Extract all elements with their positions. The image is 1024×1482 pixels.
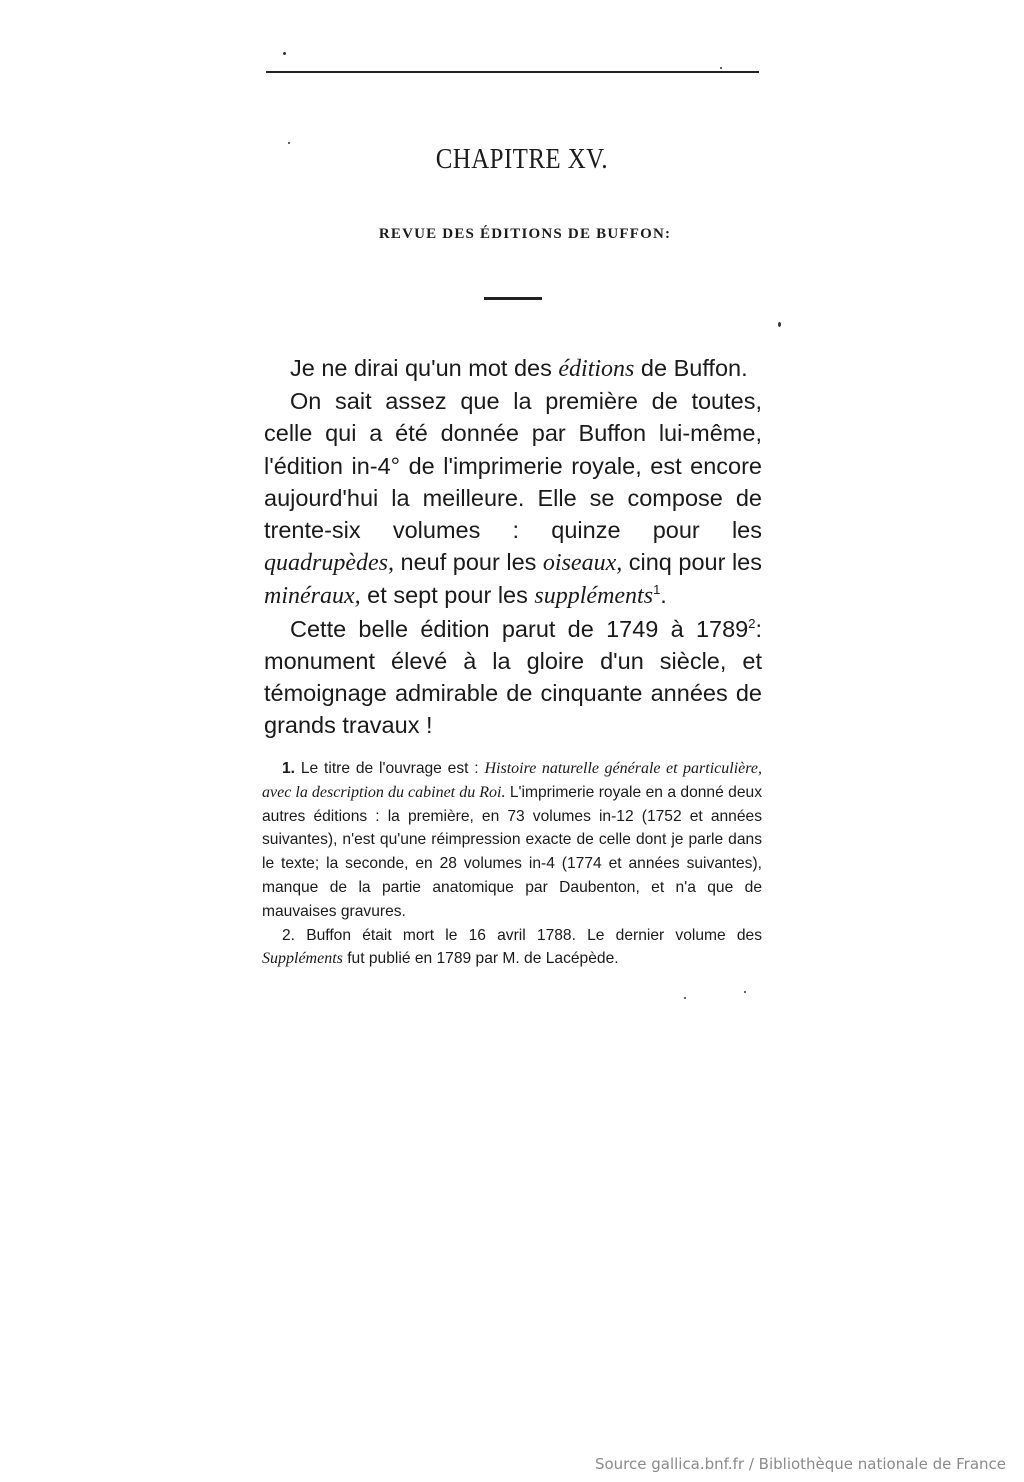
- source-credit: Source gallica.bnf.fr / Bibliothèque nationale de France: [594, 1455, 1006, 1473]
- text-run: Cette belle édition parut de 1749 à 1789: [290, 615, 749, 642]
- text-run: cinq pour les: [622, 549, 763, 576]
- print-speck: [744, 991, 746, 993]
- italic-run: oiseaux,: [542, 550, 623, 577]
- header-rule: [266, 71, 759, 73]
- footnote-marker: 2.: [282, 926, 296, 944]
- text-run: L'imprimerie royale en a donné deux autres éditions : la première, en 73 volumes in-12 (1752 et années suivantes), n'est qu'une réimpression exacte de celle dont je parle dans le texte; la seconde, en 28 volumes in-4 (1774 et années suivantes), manque de la partie anatomique par Daubenton, et n'a que de mauvaises gravures.: [262, 783, 762, 920]
- text-run: fut publié en 1789 par M. de Lacépède.: [342, 950, 619, 968]
- italic-run: éditions: [558, 356, 635, 382]
- print-speck: [778, 322, 781, 327]
- footnote-marker: 1.: [282, 760, 296, 777]
- paragraph-2: [264, 385, 762, 612]
- print-speck: [720, 67, 722, 69]
- footnote-ref-2: 2: [748, 615, 756, 631]
- text-run: .: [660, 582, 667, 609]
- footnote-1: [262, 757, 762, 924]
- print-speck: [684, 997, 686, 999]
- paragraph-3: [264, 613, 762, 742]
- italic-run: Suppléments: [262, 950, 343, 968]
- text-run: On sait assez que la première de toutes, celle qui a été donnée par Buffon lui-même, l'édition in-4° de l'imprimerie royale, est encore aujourd'hui la meilleure. Elle se compose de trente-six volumes : quinze pour les: [264, 388, 762, 544]
- footnote-2: [262, 924, 762, 972]
- text-run: Je ne dirai qu'un mot des: [290, 355, 559, 381]
- main-text: [264, 352, 762, 741]
- footnotes: [262, 757, 762, 971]
- text-run: Le titre de l'ouvrage est :: [295, 760, 485, 777]
- italic-run: Histoire naturelle générale et particulière, avec la description du cabinet du Roi.: [262, 760, 762, 801]
- footnote-ref-1: 1: [653, 582, 661, 598]
- text-run: de Buffon.: [634, 355, 748, 381]
- paragraph-1: [264, 352, 762, 385]
- italic-run: quadrupèdes,: [264, 550, 394, 577]
- italic-run: suppléments: [534, 583, 654, 610]
- text-run: Buffon était mort le 16 avril 1788. Le dernier volume des: [295, 926, 762, 944]
- text-run: et sept pour les: [360, 582, 535, 609]
- chapter-subtitle: REVUE DES ÉDITIONS DE BUFFON:: [378, 226, 672, 242]
- text-run: neuf pour les: [393, 549, 543, 576]
- text-run: : monument élevé à la gloire d'un siècle, et témoignage admirable de cinquante années de grands travaux !: [264, 615, 762, 739]
- chapter-title: CHAPITRE XV.: [435, 143, 609, 175]
- title-separator: [484, 297, 542, 300]
- print-speck: [283, 52, 286, 55]
- italic-run: minéraux,: [264, 583, 361, 610]
